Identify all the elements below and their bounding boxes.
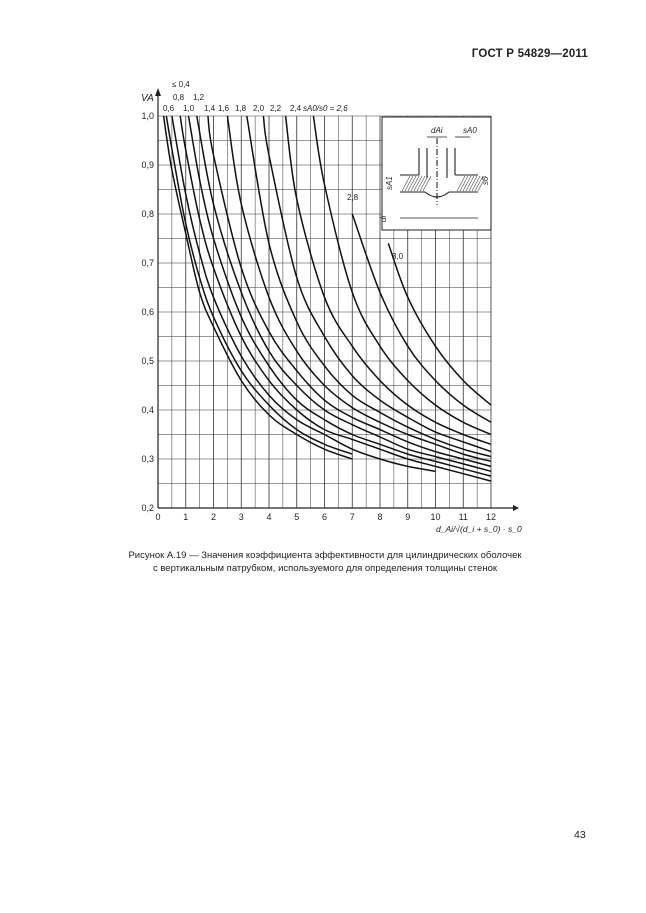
series-label: 1,4 (204, 104, 216, 113)
inset-label-sa0: sA0 (463, 126, 477, 135)
y-tick-label: 0,8 (141, 209, 154, 219)
x-tick-label: 1 (183, 512, 189, 522)
series-label: 1,8 (235, 104, 247, 113)
x-tick-label: 9 (405, 512, 411, 522)
y-tick-label: 0,3 (141, 454, 154, 464)
series-label: ≤ 0,4 (172, 80, 190, 89)
series-label: 3,0 (392, 252, 404, 261)
series-label: 1,6 (218, 104, 230, 113)
y-tick-label: 0,4 (141, 405, 154, 415)
series-label: 2,0 (253, 104, 265, 113)
caption-line-2: с вертикальным патрубком, используемого для определения толщины стенок (152, 563, 498, 574)
x-tick-label: 5 (294, 512, 300, 522)
series-label: 1,0 (183, 104, 195, 113)
page-number: 43 (574, 829, 586, 841)
x-tick-label: 8 (377, 512, 383, 522)
x-tick-label: 7 (349, 512, 355, 522)
series-label-top: sA0/s0 = 2,6 (303, 104, 348, 113)
series-label: 2,4 (290, 104, 302, 113)
y-tick-label: 0,6 (141, 307, 154, 317)
series-label: 2,2 (270, 104, 282, 113)
y-axis-arrow (155, 88, 161, 96)
x-tick-label: 12 (485, 512, 497, 522)
series-label: 0,6 (163, 104, 175, 113)
x-axis-arrow (513, 505, 519, 511)
series-label: 0,8 (173, 93, 185, 102)
x-axis-label: d_Ai/√(d_i + s_0) · s_0 (436, 524, 522, 534)
inset-label-di: di (379, 215, 388, 222)
x-tick-label: 4 (266, 512, 272, 522)
x-tick-label: 11 (458, 512, 468, 522)
y-tick-label: 0,7 (141, 258, 154, 268)
inset-drawing (379, 117, 491, 230)
inset-label-sa1: sA1 (385, 176, 394, 190)
inset-label-s0: s0 (481, 176, 490, 185)
y-tick-label: 0,2 (141, 503, 154, 513)
y-tick-label: 0,5 (141, 356, 154, 366)
y-tick-label: 0,9 (141, 160, 154, 170)
series-label: 2,8 (347, 193, 359, 202)
standard-number: ГОСТ Р 54829—2011 (471, 48, 588, 60)
inset-label-dai: dAi (431, 126, 443, 135)
x-tick-label: 6 (321, 512, 328, 522)
figure-caption (90, 549, 560, 575)
series-label: 1,2 (193, 93, 205, 102)
x-tick-label: 0 (155, 512, 161, 522)
y-tick-label: 1,0 (141, 111, 154, 121)
x-tick-label: 10 (430, 512, 441, 522)
x-tick-label: 2 (210, 512, 217, 522)
y-axis-label: VA (141, 93, 154, 104)
series-line (388, 243, 491, 405)
x-tick-label: 3 (238, 512, 244, 522)
caption-line-1: Рисунок А.19 — Значения коэффициента эффективности для цилиндрических оболочек (128, 550, 522, 561)
